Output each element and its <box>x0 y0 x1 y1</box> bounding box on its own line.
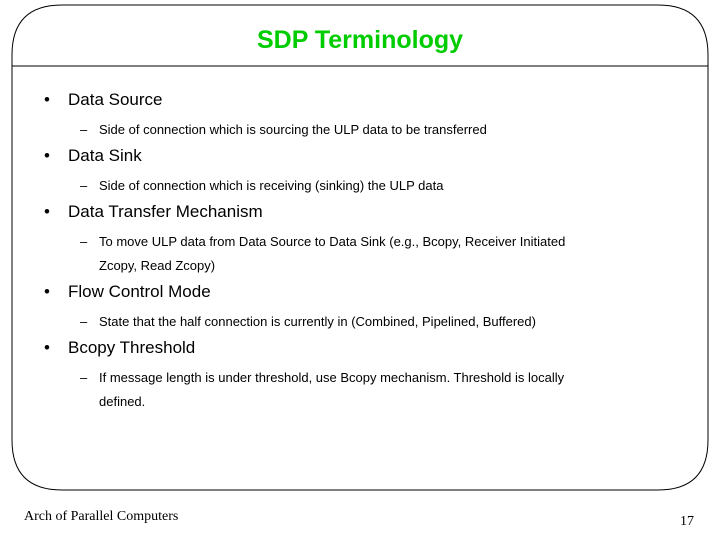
dash-glyph: – <box>80 370 88 385</box>
sub-item-continuation: Zcopy, Read Zcopy) <box>99 258 216 273</box>
bullet-glyph: • <box>44 90 50 109</box>
sub-item-text: Side of connection which is sourcing the ULP data to be transferred <box>99 122 487 137</box>
sub-item-text: To move ULP data from Data Source to Data Sink (e.g., Bcopy, Receiver Initiated <box>99 234 566 249</box>
bullet-label: Data Source <box>68 90 163 109</box>
bullet-item <box>44 202 263 222</box>
page-number: 17 <box>680 514 694 529</box>
sub-item <box>80 122 487 137</box>
footer-course-name: Arch of Parallel Computers <box>24 509 179 524</box>
bullet-item <box>44 338 195 358</box>
sub-item <box>80 178 443 193</box>
bullet-label: Flow Control Mode <box>68 282 211 301</box>
sub-item-text: If message length is under threshold, use Bcopy mechanism. Threshold is locally <box>99 370 565 385</box>
bullet-label: Data Sink <box>68 146 142 165</box>
bullet-label: Data Transfer Mechanism <box>68 202 263 221</box>
sub-item <box>80 234 565 249</box>
sub-item-continuation: defined. <box>99 394 146 409</box>
sub-item <box>80 314 536 329</box>
bullet-label: Bcopy Threshold <box>68 338 196 357</box>
bullet-item <box>44 90 163 110</box>
bullet-item <box>44 282 211 302</box>
page-title: SDP Terminology <box>256 26 464 54</box>
dash-glyph: – <box>80 122 88 137</box>
dash-glyph: – <box>80 314 88 329</box>
sub-item-text: State that the half connection is currently in (Combined, Pipelined, Buffered) <box>99 314 536 329</box>
bullet-item <box>44 146 142 166</box>
dash-glyph: – <box>80 234 88 249</box>
dash-glyph: – <box>80 178 88 193</box>
bullet-glyph: • <box>44 282 50 301</box>
bullet-glyph: • <box>44 338 50 357</box>
sub-item-text: Side of connection which is receiving (sinking) the ULP data <box>99 178 444 193</box>
bullet-glyph: • <box>44 146 50 165</box>
sub-item <box>80 370 564 385</box>
bullet-glyph: • <box>44 202 50 221</box>
